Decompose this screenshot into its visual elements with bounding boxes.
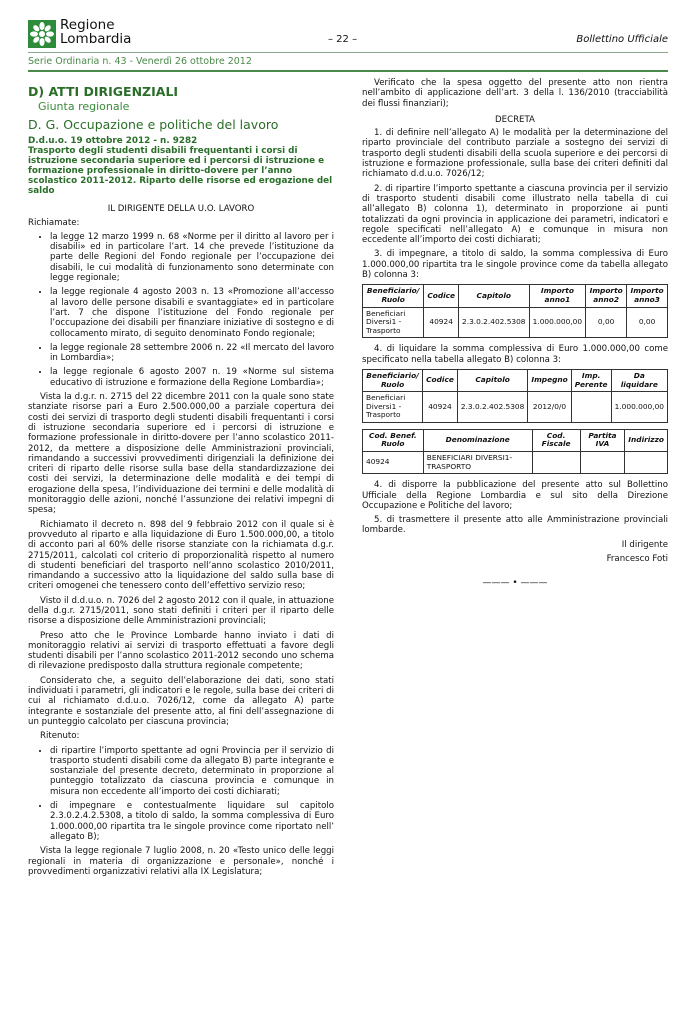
table-header: Capitolo — [459, 285, 529, 307]
table-cell — [571, 392, 611, 423]
table-header: Importo anno1 — [529, 285, 586, 307]
serie-divider — [28, 70, 668, 72]
table-row — [363, 392, 668, 423]
giunta-label: Giunta regionale — [38, 100, 130, 113]
left-column — [28, 78, 334, 881]
page-number: – 22 – — [328, 34, 358, 45]
table-cell — [580, 452, 625, 474]
table-cell: 40924 — [423, 392, 458, 423]
logo-line-2: Lombardia — [60, 31, 132, 47]
decree-point: 5. di trasmettere il presente atto alle Amministrazione provinciali lombarde. — [362, 515, 668, 536]
table-header: Partita IVA — [580, 429, 625, 451]
decreta-heading: DECRETA — [495, 114, 535, 125]
paragraph: Verificato che la spesa oggetto del presente atto non rientra nell’ambito di applicazione dell’art. 3 della l. 136/2010 (tracciabilità dei flussi finanziari); — [362, 78, 668, 109]
table-cell: 2012/0/0 — [528, 392, 571, 423]
decree-point: 4. di disporre la pubblicazione del presente atto sul Bollettino Ufficiale della Regione Lombardia e sul sito della Direzione Occupazione e Politiche del lavoro; — [362, 480, 668, 511]
table-cell: Beneficiari Diversi1 - Trasporto — [363, 307, 424, 338]
table-header: Beneficiario/ Ruolo — [363, 285, 424, 307]
paragraph: Vista la d.g.r. n. 2715 del 22 dicembre 2011 con la quale sono state stanziate risorse pari a Euro 2.500.000,00 a parziale copertura dei costi dei servizi di trasporto degli studenti disabili frequentanti i corsi di istruzione secondaria superiore ed i percorsi di istruzione e formazione professionale in diritto-dovere per l’anno scolastico 2011-2012, da mettere a disposizione delle Amministrazioni provinciali, rimandando a successivi provvedimenti dirigenziali la definizione dei criteri di riparto delle risorse sulla base della standardizzazione dei costi dei servizi, la determinazione delle modalità e dei tempi di erogazione della spesa, l’individuazione dei termini e delle modalità di monitoraggio delle azioni, nonché l’assunzione dei relativi impegni di spesa; — [28, 392, 334, 516]
logo-text — [60, 18, 131, 46]
table-header: Codice — [424, 285, 459, 307]
table-header: Beneficiario/ Ruolo — [363, 369, 423, 391]
signature-role: Il dirigente — [621, 539, 668, 550]
serie-info: Serie Ordinaria n. 43 - Venerdì 26 ottobre 2012 — [28, 56, 252, 67]
list-item: • la legge regionale 6 agosto 2007 n. 19 «Norme sul sistema educativo di istruzione e formazione della Regione Lombardia»; — [50, 367, 334, 388]
paragraph: Considerato che, a seguito dell’elaborazione dei dati, sono stati individuati i parametri, gli indicatori e le regole, sulla base dei criteri di cui al richiamato d.d.u.o. 7026/12, come da allegato A) parte integrante e sostanziale del presente atto, al fini dell’assegnazione di un punteggio calcolato per ciascuna provincia; — [28, 675, 334, 727]
list-item: • la legge 12 marzo 1999 n. 68 «Norme per il diritto al lavoro per i disabili» ed in particolare l’art. 14 che prevede l’istituzione da parte delle Regioni del Fondo regionale per l’occupazione dei disabili, le cui modalità di funzionamento sono determinate con legge regionale; — [50, 232, 334, 283]
paragraph: Preso atto che le Province Lombarde hanno inviato i dati di monitoraggio relativi ai servizi di trasporto effettuati a favore degli studenti disabili per l’anno scolastico 2011-2012 secondo uno schema di rilevazione predisposto dalla struttura regionale competente; — [28, 630, 334, 672]
publication-name: Bollettino Ufficiale — [576, 34, 668, 45]
beneficiari-table — [362, 429, 668, 474]
table-cell: BENEFICIARI DIVERSI1-TRASPORTO — [423, 452, 532, 474]
paragraph: Richiamato il decreto n. 898 del 9 febbraio 2012 con il quale si è provveduto al riparto e alla liquidazione di Euro 1.500.000,00, a titolo di acconto pari al 60% delle risorse stanziate con la richiamata d.g.r. 2715/2011, calcolati col criterio di proporzionalità rispetto al numero di studenti beneficiari del trasporto nell’anno scolastico 2010/2011, rimandando a successivo atto la liquidazione del saldo sulla base di criteri omogenei che tenessero conto dell’effettivo servizio reso; — [28, 519, 334, 592]
il-dirigente-heading: IL DIRIGENTE DELLA U.O. LAVORO — [107, 204, 255, 215]
impegno-table — [362, 284, 668, 338]
decree-point: 2. di ripartire l’importo spettante a ciascuna provincia per il servizio di trasporto studenti disabili come illustrato nella tabella di cui all’allegato B) colonna 1), determinato in proporzione ai punti totalizzati da ogni provincia in applicazione dei parametri, indicatori e regole specificati nell’allegato A) e comunque in misura non eccedente all’importo dei costi dichiarati; — [362, 183, 668, 246]
page-header — [28, 18, 668, 52]
paragraph: Visto il d.d.u.o. n. 7026 del 2 agosto 2012 con il quale, in attuazione della d.g.r. 2715/2011, sono stati definiti i criteri per il riparto delle risorse a disposizione delle Amministrazioni provinciali; — [28, 595, 334, 627]
signature-name: Francesco Foti — [606, 554, 668, 565]
decree-number: D.d.u.o. 19 ottobre 2012 - n. 9282 — [28, 136, 198, 147]
regione-lombardia-logo-icon — [28, 20, 56, 48]
table-cell — [532, 452, 580, 474]
table-header: Indirizzo — [625, 429, 668, 451]
table-header: Cod. Benef. Ruolo — [363, 429, 424, 451]
table-row — [363, 307, 668, 338]
right-column — [362, 78, 668, 589]
logo-line-1: Regione — [60, 17, 115, 33]
list-item: • di impegnare e contestualmente liquidare sul capitolo 2.3.0.2.4.2.5308, a titolo di saldo, la somma complessiva di Euro 1.000.000,00 ripartita tra le singole province come riportato nell’ allegato B); — [50, 801, 334, 842]
table-header: Denominazione — [423, 429, 532, 451]
table-cell: 2.3.0.2.402.5308 — [459, 307, 529, 338]
table-cell: 0,00 — [586, 307, 627, 338]
header-divider — [28, 52, 668, 53]
paragraph: Vista la legge regionale 7 luglio 2008, n. 20 «Testo unico delle leggi regionali in materia di organizzazione e personale», nonché i provvedimenti organizzativi relativi alla IX Legislatura; — [28, 846, 334, 877]
table-header: Importo anno2 — [586, 285, 627, 307]
table-header: Da liquidare — [611, 369, 667, 391]
table-cell: 2.3.0.2.402.5308 — [457, 392, 527, 423]
table-header: Cod. Fiscale — [532, 429, 580, 451]
list-item: • di ripartire l’importo spettante ad ogni Provincia per il servizio di trasporto studenti disabili come da allegato B) parte integrante e sostanziale del presente decreto, determinato in proporzione al punteggio totalizzato da ciascuna provincia e comunque in misura non eccedente all’importo dei costi dichiarati; — [50, 746, 334, 797]
decree-title: Trasporto degli studenti disabili frequentanti i corsi di istruzione secondaria superiore ed i percorsi di istruzione e formazione professionale in diritto-dovere per l’anno scolastico 2011-2012. Riparto delle risorse ed erogazione del saldo — [28, 146, 333, 197]
table-header: Capitolo — [457, 369, 527, 391]
table-header: Impegno — [528, 369, 571, 391]
end-separator: ——— • ——— — [482, 578, 548, 589]
decree-point: 4. di liquidare la somma complessiva di Euro 1.000.000,00 come specificato nella tabella allegato B) colonna 3: — [362, 344, 668, 365]
table-cell — [625, 452, 668, 474]
table-cell: Beneficiari Diversi1 - Trasporto — [363, 392, 423, 423]
table-header: Importo anno3 — [627, 285, 668, 307]
table-cell: 40924 — [424, 307, 459, 338]
decree-point: 3. di impegnare, a titolo di saldo, la somma complessiva di Euro 1.000.000,00 ripartita tra le singole province come da tabella allegato B) colonna 3: — [362, 249, 668, 281]
section-title: D) ATTI DIRIGENZIALI — [28, 84, 179, 99]
table-cell: 1.000.000,00 — [529, 307, 586, 338]
table-row — [363, 452, 668, 474]
list-item: • la legge regionale 4 agosto 2003 n. 13 «Promozione all’accesso al lavoro delle persone disabili e svantaggiate» ed in particolare l’art. 7 che dispone l’istituzione del Fondo regionale per l’occupazione dei disabili per finanziare iniziative di sostegno e di collocamento mirato, di seguito denominato Fondo regionale; — [50, 287, 334, 338]
liquidazione-table — [362, 369, 668, 423]
table-cell: 0,00 — [627, 307, 668, 338]
richiamate-label: Richiamate: — [28, 217, 80, 228]
table-header: Imp. Perente — [571, 369, 611, 391]
ritenuto-label: Ritenuto: — [40, 731, 80, 742]
directorate-title: D. G. Occupazione e politiche del lavoro — [28, 117, 279, 133]
ritenuto-list — [28, 746, 334, 843]
list-item: • la legge regionale 28 settembre 2006 n. 22 «Il mercato del lavoro in Lombardia»; — [50, 343, 334, 364]
table-cell: 1.000.000,00 — [611, 392, 667, 423]
table-cell: 40924 — [363, 452, 424, 474]
richiamate-list — [28, 232, 334, 388]
table-header: Codice — [423, 369, 458, 391]
decree-point: 1. di definire nell’allegato A) le modalità per la determinazione del riparto provinciale del contributo parziale a sostegno dei servizi di trasporto degli studenti disabili della scuola superiore e dei percorsi di istruzione e formazione professionale, sulla base dei criteri definiti dal richiamato d.d.u.o. 7026/12; — [362, 128, 668, 180]
